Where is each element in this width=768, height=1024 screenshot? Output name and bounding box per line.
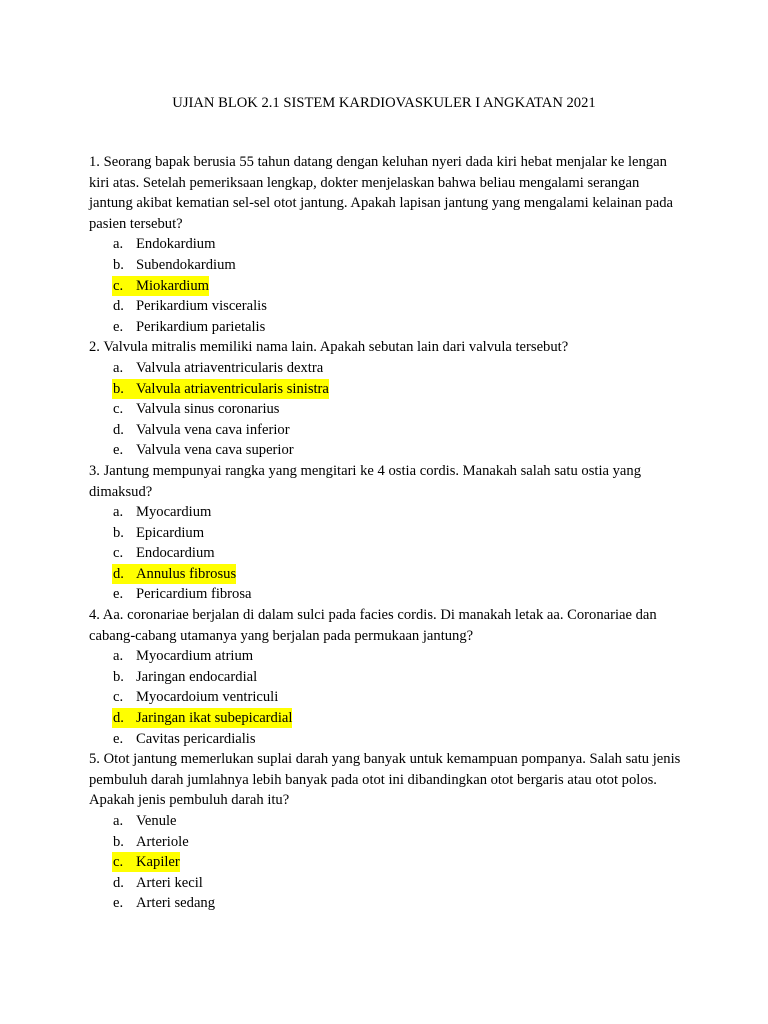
option-text: Myocardoium ventriculi — [136, 689, 279, 706]
option-text: Arteriole — [136, 833, 189, 850]
answer-span — [112, 687, 278, 707]
answer-option — [89, 420, 684, 441]
answer-span — [112, 255, 236, 275]
answer-option — [89, 729, 684, 750]
option-text: Valvula atriaventricularis sinistra — [136, 380, 329, 397]
answer-span — [112, 523, 204, 543]
option-text: Miokardium — [136, 277, 209, 294]
answer-option — [89, 832, 684, 853]
option-text: Kapiler — [136, 854, 180, 871]
answer-option — [89, 543, 684, 564]
option-letter: c. — [113, 545, 124, 562]
answer-span — [112, 873, 203, 893]
option-letter: a. — [113, 359, 124, 376]
highlighted-answer — [112, 564, 236, 584]
answer-span — [112, 646, 253, 666]
answer-span — [112, 502, 211, 522]
answer-option — [89, 255, 684, 276]
answer-span — [112, 584, 252, 604]
option-letter: d. — [113, 421, 124, 438]
answer-option — [89, 440, 684, 461]
option-text: Myocardium atrium — [136, 648, 254, 665]
option-letter: b. — [113, 256, 124, 273]
option-letter: d. — [113, 565, 124, 582]
highlighted-answer — [112, 708, 292, 728]
option-text: Valvula sinus coronarius — [136, 401, 280, 418]
answer-option — [89, 276, 684, 297]
answer-option — [89, 646, 684, 667]
option-text: Arteri sedang — [136, 895, 216, 912]
answer-option — [89, 687, 684, 708]
answer-span — [112, 234, 215, 254]
option-text: Venule — [136, 813, 177, 829]
option-letter: c. — [113, 689, 124, 706]
option-list — [89, 646, 684, 749]
option-text: Annulus fibrosus — [136, 565, 237, 582]
question-block — [89, 749, 684, 914]
option-text: Pericardium fibrosa — [136, 586, 252, 603]
answer-option — [89, 523, 684, 544]
option-text: Perikardium parietalis — [136, 318, 266, 335]
question-block — [89, 461, 684, 605]
option-letter: d. — [113, 874, 124, 891]
answer-option — [89, 584, 684, 605]
answer-option — [89, 502, 684, 523]
option-letter: e. — [113, 318, 124, 335]
option-letter: e. — [113, 730, 124, 747]
answer-span — [112, 543, 215, 563]
option-text: Epicardium — [136, 524, 205, 541]
answer-option — [89, 564, 684, 585]
answer-option — [89, 893, 684, 914]
answer-option — [89, 317, 684, 338]
question-block — [89, 605, 684, 749]
answer-option — [89, 667, 684, 688]
option-list — [89, 234, 684, 337]
answer-span — [112, 296, 267, 316]
question-text: 3. Jantung mempunyai rangka yang mengitari ke 4 ostia cordis. Manakah salah satu ostia yang dimaksud? — [89, 462, 641, 500]
option-text: Perikardium visceralis — [136, 298, 267, 315]
question-list — [89, 152, 684, 914]
option-list — [89, 358, 684, 461]
option-text: Endokardium — [136, 236, 216, 253]
option-letter: a. — [113, 648, 124, 665]
answer-option — [89, 358, 684, 379]
option-letter: d. — [113, 298, 124, 315]
question-text: 4. Aa. coronariae berjalan di dalam sulci pada facies cordis. Di manakah letak aa. Coronariae dan cabang-cabang utamanya yang berjalan pada permukaan jantung? — [89, 607, 657, 644]
option-letter: c. — [113, 854, 124, 871]
option-list — [89, 811, 684, 914]
option-text: Cavitas pericardialis — [136, 730, 256, 747]
answer-option — [89, 296, 684, 317]
option-letter: c. — [113, 401, 124, 418]
highlighted-answer — [112, 276, 209, 296]
question-text: 1. Seorang bapak berusia 55 tahun datang dengan keluhan nyeri dada kiri hebat menjalar ke lengan kiri atas. Setelah pemeriksaan lengkap, dokter menjelaskan bahwa beliau mengalami serangan jantung akibat kematian sel-sel otot jantung. Apakah lapisan jantung yang mengalami kelainan pada pasien tersebut? — [89, 154, 673, 232]
option-letter: a. — [113, 813, 124, 829]
highlighted-answer — [112, 379, 329, 399]
answer-option — [89, 399, 684, 420]
option-text: Jaringan ikat subepicardial — [136, 710, 293, 727]
answer-span — [112, 893, 215, 913]
answer-span — [112, 667, 257, 687]
option-letter: e. — [113, 442, 124, 459]
option-text: Subendokardium — [136, 256, 236, 273]
option-text: Arteri kecil — [136, 874, 203, 891]
option-letter: a. — [113, 504, 124, 521]
option-letter: e. — [113, 586, 124, 603]
option-text: Valvula vena cava inferior — [136, 421, 290, 438]
option-text: Myocardium — [136, 504, 212, 521]
question-block — [89, 337, 684, 461]
question-text: 2. Valvula mitralis memiliki nama lain. Apakah sebutan lain dari valvula tersebut? — [89, 339, 569, 356]
option-letter: d. — [113, 710, 124, 727]
answer-option — [89, 811, 684, 832]
answer-span — [112, 317, 265, 337]
option-letter: b. — [113, 524, 124, 541]
answer-span — [112, 420, 290, 440]
answer-span — [112, 729, 256, 749]
option-letter: c. — [113, 277, 124, 294]
answer-option — [89, 379, 684, 400]
option-letter: b. — [113, 668, 124, 685]
option-text: Valvula atriaventricularis dextra — [136, 359, 324, 376]
option-text: Endocardium — [136, 545, 215, 562]
option-letter: e. — [113, 895, 124, 912]
answer-span — [112, 440, 294, 460]
question-block — [89, 152, 684, 337]
answer-option — [89, 873, 684, 894]
page-title: UJIAN BLOK 2.1 SISTEM KARDIOVASKULER I ANGKATAN 2021 — [172, 95, 596, 111]
option-letter: b. — [113, 380, 124, 397]
option-list — [89, 502, 684, 605]
option-text: Valvula vena cava superior — [136, 442, 294, 459]
option-text: Jaringan endocardial — [136, 668, 258, 685]
option-letter: b. — [113, 833, 124, 850]
answer-span — [112, 358, 323, 378]
answer-option — [89, 852, 684, 873]
answer-span — [112, 399, 279, 419]
answer-option — [89, 708, 684, 729]
question-text: 5. Otot jantung memerlukan suplai darah yang banyak untuk kemampuan pompanya. Salah satu jenis pembuluh darah jumlahnya lebih banyak pada otot ini dibandingkan otot bergaris atau otot polos. Apakah jenis pembuluh darah itu? — [89, 751, 681, 809]
answer-option — [89, 234, 684, 255]
option-letter: a. — [113, 236, 124, 253]
